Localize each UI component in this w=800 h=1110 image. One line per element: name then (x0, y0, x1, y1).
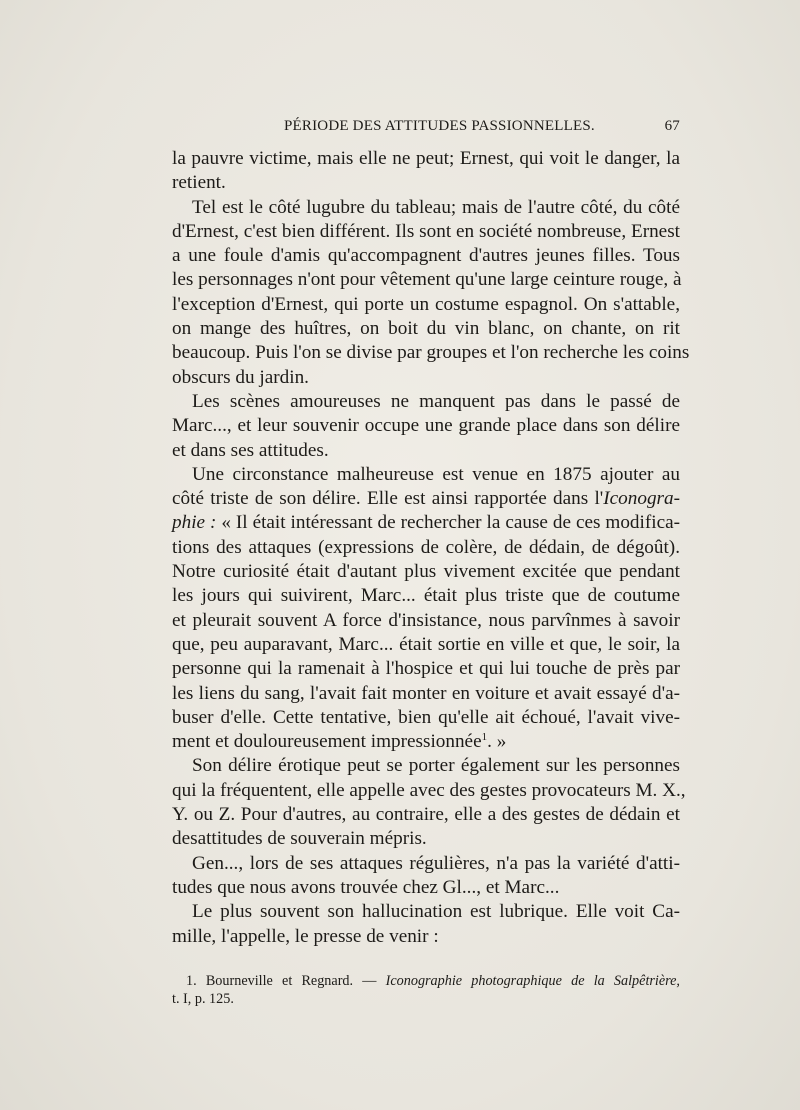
running-header (172, 118, 680, 140)
text-line: qui la fréquentent, elle appelle avec des gestes provocateurs M. X., (172, 779, 686, 801)
text-line: buser d'elle. Cette tentative, bien qu'elle ait échoué, l'avait vive- (172, 706, 680, 728)
footnote-authors: Bourneville et Regnard. — (205, 973, 386, 989)
text-line: Une circonstance malheureuse est venue en 1875 ajouter au (192, 463, 680, 485)
footnote-marker: 1 (481, 731, 488, 744)
running-title: PÉRIODE DES ATTITUDES PASSIONNELLES. (284, 118, 595, 134)
text-line: beaucoup. Puis l'on se divise par groupes et l'on recherche les coins (172, 342, 690, 364)
text-line: Tel est le côté lugubre du tableau; mais de l'autre côté, du côté (192, 196, 680, 218)
footnote-line (172, 972, 680, 990)
text-line: obscurs du jardin. (172, 366, 309, 388)
text-line: desattitudes de souverain mépris. (172, 828, 427, 850)
footnote-title: Iconographie photographique de la Salpêtrière, (385, 973, 680, 989)
text-line: Notre curiosité était d'autant plus vivement excitée que pendant (172, 561, 680, 583)
text-line: phie : « Il était intéressant de rechercher la cause de ces modifica- (172, 512, 680, 534)
text-line: personne qui la ramenait à l'hospice et qui lui touche de près par (172, 658, 680, 680)
text-line: Marc..., et leur souvenir occupe une grande place dans son délire (172, 415, 680, 437)
text-line: d'Ernest, c'est bien différent. Ils sont en société nombreuse, Ernest (172, 220, 680, 242)
text-line: les personnages n'ont pour vêtement qu'une large ceinture rouge, à (172, 269, 682, 291)
text-line: que, peu auparavant, Marc... était sortie en ville et que, le soir, la (172, 633, 680, 655)
text-line: Les scènes amoureuses ne manquent pas dans le passé de (192, 390, 680, 412)
text-line: Y. ou Z. Pour d'autres, au contraire, elle a des gestes de dédain et (172, 804, 680, 826)
footnote-line (172, 990, 680, 1008)
text-line: les liens du sang, l'avait fait monter en voiture et avait essayé d'a- (172, 682, 680, 704)
text-line: mille, l'appelle, le presse de venir : (172, 925, 439, 947)
text-line: et dans ses attitudes. (172, 439, 329, 461)
footnote (172, 972, 680, 1008)
text-line: Le plus souvent son hallucination est lubrique. Elle voit Ca- (192, 901, 680, 923)
text-line: Gen..., lors de ses attaques régulières, n'a pas la variété d'atti- (192, 852, 680, 874)
page-number: 67 (664, 118, 680, 134)
footnote-reference: t. I, p. 125. (172, 991, 234, 1007)
text-line: ment et douloureusement impressionnée$^1$. » (172, 731, 507, 753)
text-line: tudes que nous avons trouvée chez Gl..., et Marc... (172, 876, 560, 898)
text-line: a une foule d'amis qu'accompagnent d'autres jeunes filles. Tous (172, 245, 680, 267)
text-line: Son délire érotique peut se porter également sur les personnes (192, 755, 680, 777)
footnote-number: 1. (186, 973, 197, 989)
text-line: retient. (172, 172, 226, 194)
text-line: on mange des huîtres, on boit du vin blanc, on chante, on rit (172, 318, 680, 340)
text-line: la pauvre victime, mais elle ne peut; Ernest, qui voit le danger, la (172, 148, 680, 169)
body-text (172, 147, 690, 949)
text-line: tions des attaques (expressions de colère, de dédain, de dégoût). (172, 536, 680, 558)
text-line: et pleurait souvent A force d'insistance, nous parvînmes à savoir (172, 609, 680, 631)
text-line: l'exception d'Ernest, qui porte un costume espagnol. On s'attable, (172, 293, 680, 315)
text-line: côté triste de son délire. Elle est ainsi rapportée dans l'Iconogra- (172, 488, 680, 510)
text-line: les jours qui suivirent, Marc... était plus triste que de coutume (172, 585, 680, 607)
